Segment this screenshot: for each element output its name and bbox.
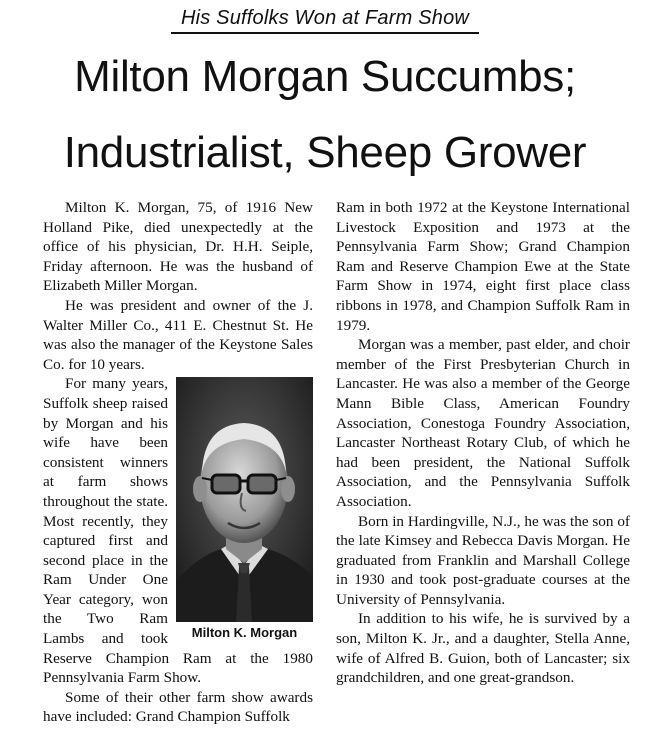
- article-paragraph: Ram in both 1972 at the Keystone International Livestock Exposition and 1973 at the Pennsylvania Farm Show; Grand Champion Ram and Reserve Champion Ewe at the State Farm Show in 1974, eight first place class ribbons in 1978, and Champion Suffolk Ram in 1979.: [336, 199, 630, 334]
- article-paragraph: Some of their other farm show awards have included: Grand Champion Suffolk: [43, 688, 313, 726]
- photo-caption: Milton K. Morgan: [191, 625, 298, 641]
- article-paragraph: Morgan was a member, past elder, and choir member of the First Presbyterian Church in Lancaster. He was also a member of the George Mann Bible Class, American Foundry Association, Conestoga Foundry Association, Lancaster Northeast Rotary Club, of which he had been president, the National Suffolk Association, and the Pennsylvania Suffolk Association.: [336, 336, 630, 510]
- article-paragraph: In addition to his wife, he is survived by a son, Milton K. Jr., and a daughter, Stella Anne, wife of Alfred B. Guion, both of Lancaster; six grandchildren, and one great-grandson.: [336, 610, 630, 687]
- article-paragraph: Born in Hardingville, N.J., he was the son of the late Kimsey and Rebecca Davis Morgan. He graduated from Franklin and Marshall College in 1930 and took post-graduate courses at the University of Pennsylvania.: [336, 512, 630, 608]
- article-paragraph: For many years, Suffolk sheep raised by Morgan and his wife have been consistent winners at farm shows throughout the state. Most recently, they captured first and second place in the Ram Under One Year category, won the Two Ram Lambs and took Reserve Champion Ram at the 1980 Pennsylvania Farm Show.: [43, 375, 313, 687]
- article-left-column: [43, 198, 313, 727]
- article-paragraph: He was president and owner of the J. Walter Miller Co., 411 E. Chestnut St. He was also the manager of the Keystone Sales Co. for 10 years.: [43, 296, 313, 373]
- portrait-photo: [176, 377, 313, 622]
- headline-line-2: Industrialist, Sheep Grower: [63, 128, 587, 177]
- article-right-column: [336, 198, 630, 688]
- portrait-illustration: [176, 377, 313, 622]
- headline-line-1: Milton Morgan Succumbs;: [74, 52, 576, 101]
- kicker-heading: [0, 6, 650, 34]
- photo-figure: [176, 377, 313, 642]
- kicker-text: His Suffolks Won at Farm Show: [171, 6, 479, 34]
- article-paragraph: Milton K. Morgan, 75, of 1916 New Holland Pike, died unexpectedly at the office of his physician, Dr. H.H. Seiple, Friday afternoon. He was the husband of Elizabeth Miller Morgan.: [43, 199, 313, 295]
